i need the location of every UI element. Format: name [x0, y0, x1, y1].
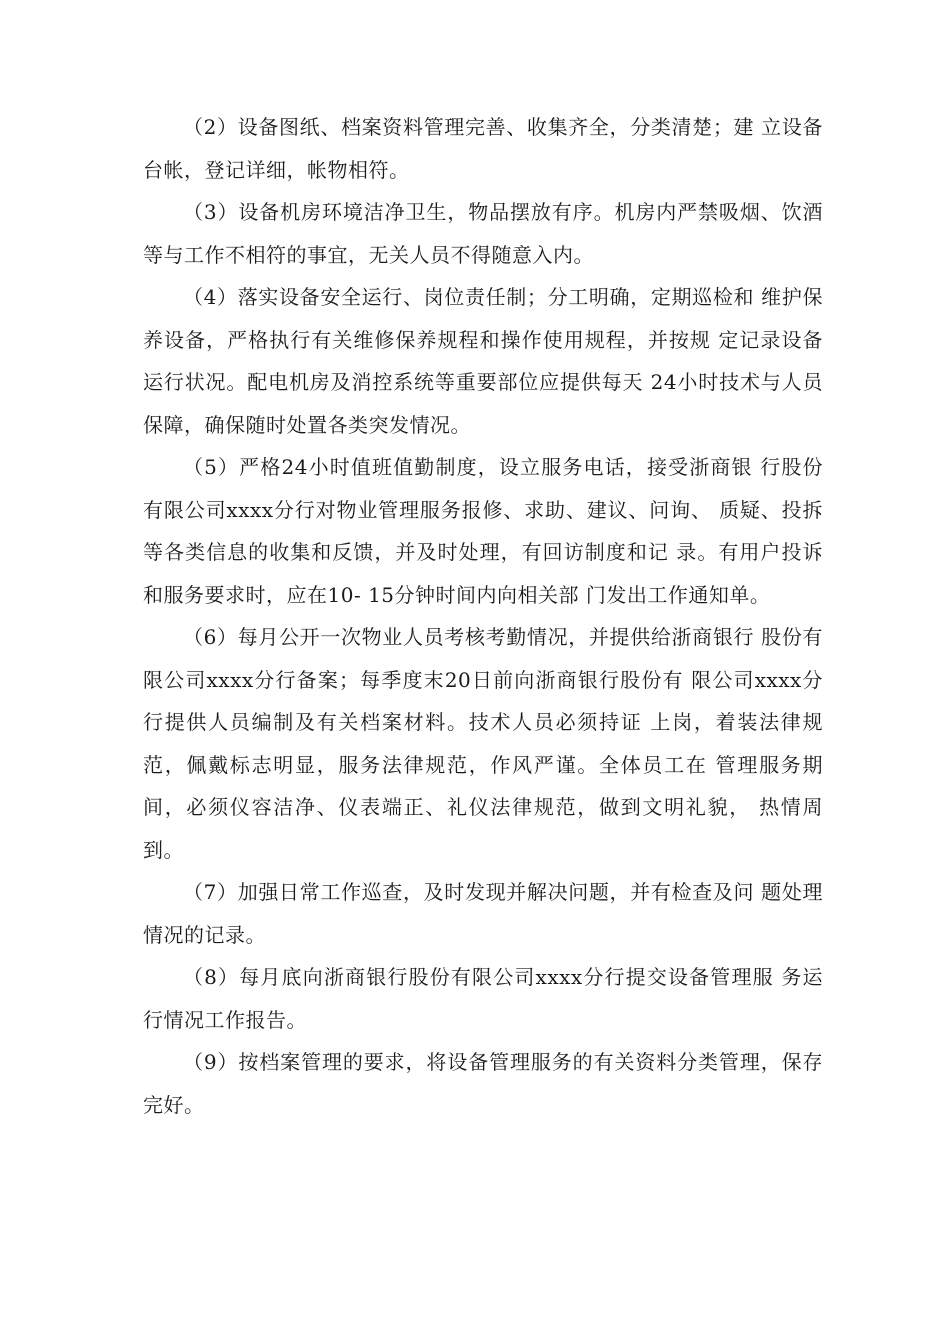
paragraph-6: （6）每月公开一次物业人员考核考勤情况，并提供给浙商银行 股份有限公司xxxx分行备案；每季度末20日前向浙商银行股份有 限公司xxxx分行提供人员编制及有关档案材料。技术人员必须持证 上岗，着装法律规范，佩戴标志明显，服务法律规范，作风严谨。全体员工在 管理服务期间，必须仪容洁净、仪表端正、礼仪法律规范，做到文明礼貌， 热情周到。 — [143, 625, 823, 862]
paragraph-4: （4）落实设备安全运行、岗位责任制；分工明确，定期巡检和 维护保养设备，严格执行有关维修保养规程和操作使用规程，并按规 定记录设备运行状况。配电机房及消控系统等重要部位应提供每天 24小时技术与人员保障，确保随时处置各类突发情况。 — [143, 285, 823, 437]
paragraph-3: （3）设备机房环境洁净卫生，物品摆放有序。机房内严禁吸烟、饮酒等与工作不相符的事宜，无关人员不得随意入内。 — [143, 200, 823, 267]
paragraph-5: （5）严格24小时值班值勤制度，设立服务电话，接受浙商银 行股份有限公司xxxx分行对物业管理服务报修、求助、建议、问询、 质疑、投拆等各类信息的收集和反馈，并及时处理，有回访制度和记 录。有用户投诉和服务要求时，应在10- 15分钟时间内向相关部 门发出工作通知单。 — [143, 455, 823, 607]
paragraph-2: （2）设备图纸、档案资料管理完善、收集齐全，分类清楚；建 立设备台帐，登记详细，帐物相符。 — [143, 115, 823, 182]
paragraph-8: （8）每月底向浙商银行股份有限公司xxxx分行提交设备管理服 务运行情况工作报告。 — [143, 965, 823, 1032]
document-body — [143, 106, 823, 1126]
paragraph-7: （7）加强日常工作巡查，及时发现并解决问题，并有检查及问 题处理情况的记录。 — [143, 880, 823, 947]
paragraph-9: （9）按档案管理的要求，将设备管理服务的有关资料分类管理，保存完好。 — [143, 1050, 823, 1117]
